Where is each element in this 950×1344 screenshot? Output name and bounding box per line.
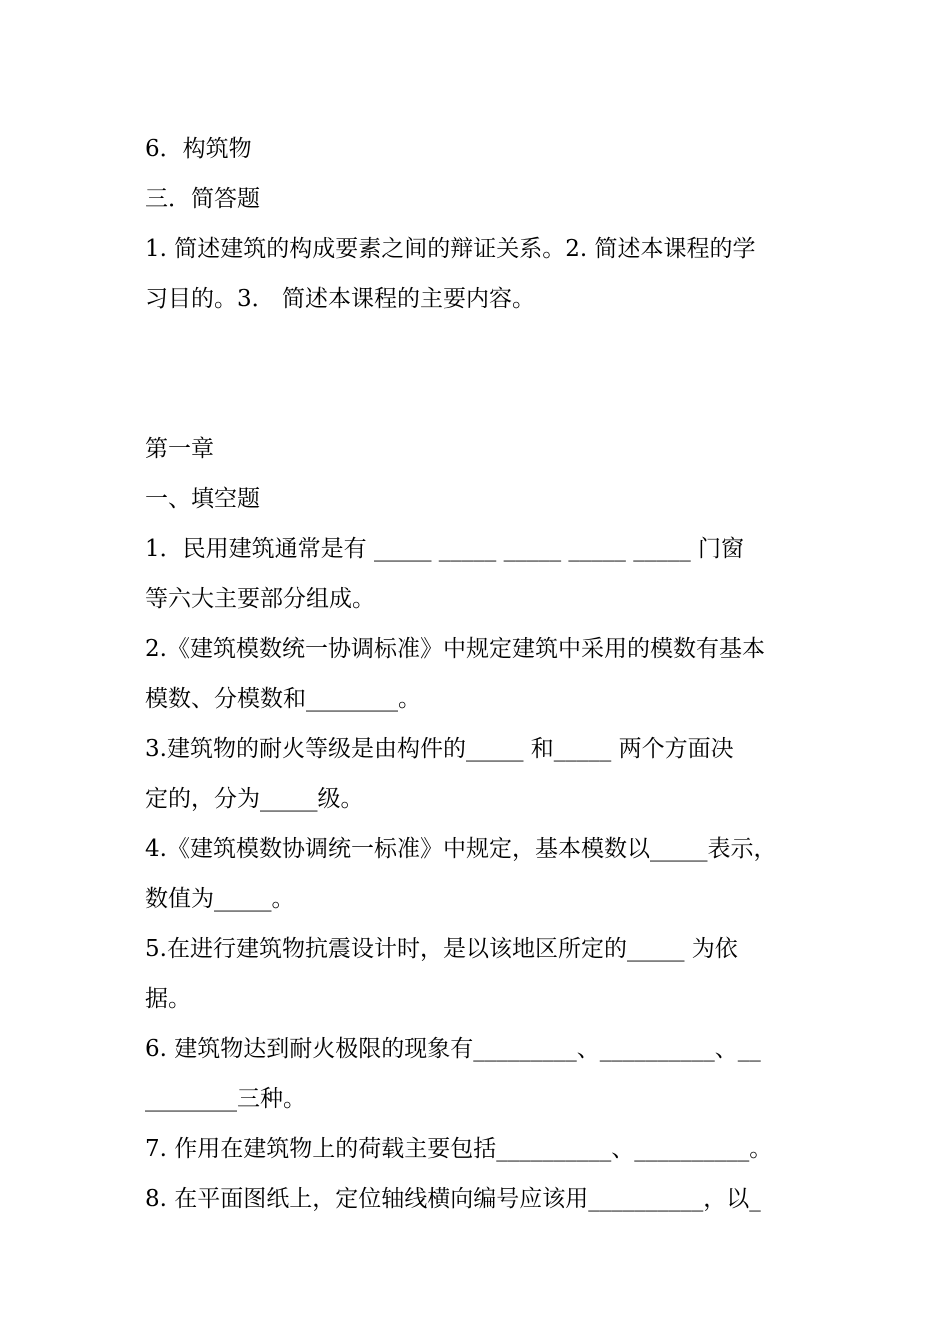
- question-text-line: 4.《建筑模数协调统一标准》中规定，基本模数以_____表示，: [145, 836, 777, 862]
- question-text-line: ________三种。: [145, 1086, 306, 1112]
- section-heading-short-answer: 三．简答题: [145, 186, 260, 212]
- question-text-line: 5.在进行建筑物抗震设计时，是以该地区所定的_____ 为依: [145, 936, 738, 962]
- question-text-line: 7. 作用在建筑物上的荷载主要包括__________、__________。: [145, 1136, 773, 1162]
- question-text-line: 模数、分模数和________。: [145, 686, 421, 712]
- question-text-line: 8. 在平面图纸上，定位轴线横向编号应该用__________，以_: [145, 1186, 761, 1212]
- question-text-line: 1. 简述建筑的构成要素之间的辩证关系。2. 简述本课程的学: [145, 236, 756, 262]
- question-text-line: 数值为_____。: [145, 886, 295, 912]
- section-heading-fill-blank: 一、填空题: [145, 486, 260, 512]
- question-text-line: 据。: [145, 986, 191, 1012]
- chapter-title: 第一章: [145, 436, 214, 462]
- document-body: [145, 124, 825, 1224]
- question-text-line: 2.《建筑模数统一协调标准》中规定建筑中采用的模数有基本: [145, 636, 765, 662]
- question-text-line: 定的，分为_____级。: [145, 786, 364, 812]
- question-text-line: 1．民用建筑通常是有 _____ _____ _____ _____ _____ 门窗: [145, 536, 744, 562]
- paragraph-gap: [145, 324, 825, 424]
- text-line-item-6: 6．构筑物: [145, 136, 252, 162]
- question-text-line: 6. 建筑物达到耐火极限的现象有_________、__________、__: [145, 1036, 761, 1062]
- question-text-line: 等六大主要部分组成。: [145, 586, 375, 612]
- question-text-line: 习目的。3． 简述本课程的主要内容。: [145, 286, 535, 312]
- question-text-line: 3.建筑物的耐火等级是由构件的_____ 和_____ 两个方面决: [145, 736, 734, 762]
